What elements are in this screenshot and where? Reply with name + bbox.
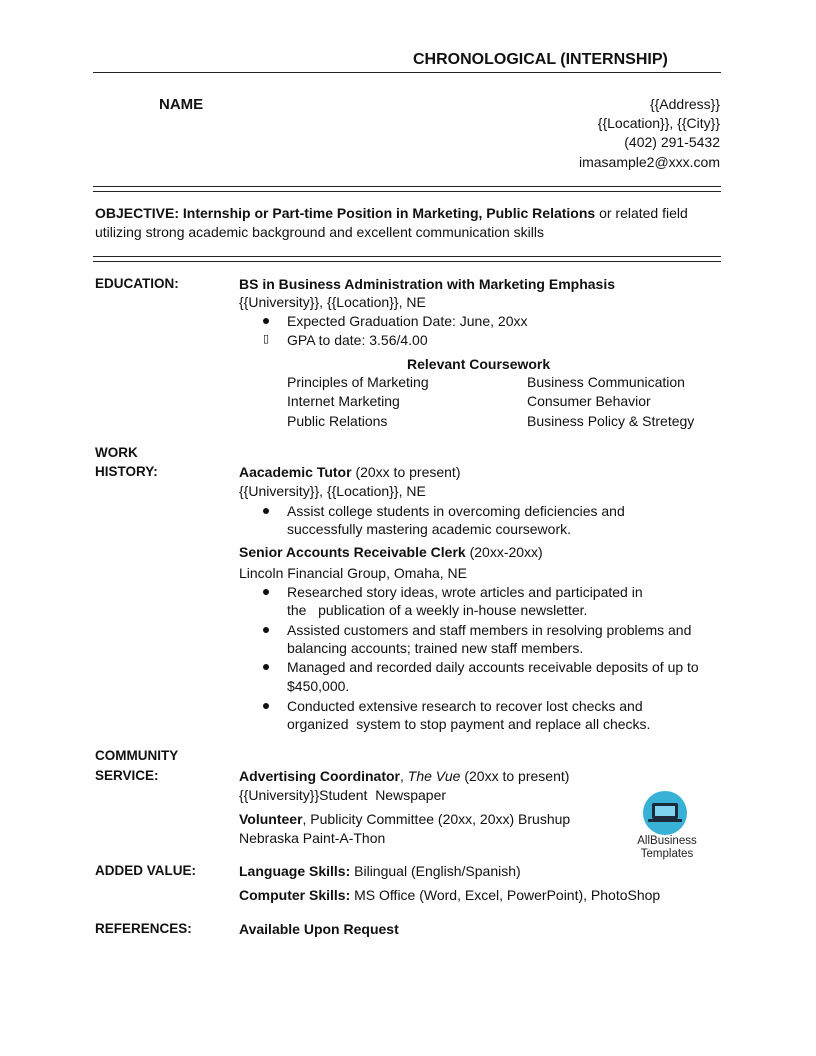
role-1-publication: The Vue (407, 768, 461, 784)
role-1-dates: (20xx to present) (460, 768, 570, 784)
bullet (263, 664, 269, 670)
role-1-sep: , (400, 768, 408, 784)
computer-label: Computer Skills: (239, 887, 351, 903)
address: {{Address}} (649, 96, 720, 112)
email: imasample2@xxx.com (578, 154, 720, 170)
applicant-name: NAME (159, 96, 204, 113)
header-rule (93, 72, 721, 73)
objective-rest-text: or related field (599, 205, 688, 221)
language-value: Bilingual (English/Spanish) (350, 863, 521, 879)
community-role-2 (239, 811, 570, 827)
role-2-rest: , Publicity Committee (20xx, 20xx) Brushup (302, 811, 571, 827)
job-1-bullet-1-line1: Assist college students in overcoming deficiencies and (287, 503, 625, 519)
logo-line-1: AllBusiness (637, 835, 697, 847)
job-1-heading (239, 464, 461, 480)
coursework-title: Relevant Coursework (407, 356, 551, 372)
computer-skills (239, 887, 660, 903)
job-2-bullet-1-line2: the publication of a weekly in-house newsletter. (287, 602, 588, 618)
bullet (263, 627, 269, 633)
job-1-title: Aacademic Tutor (239, 464, 352, 480)
community-label-1: COMMUNITY (95, 748, 179, 763)
education-label: EDUCATION: (95, 276, 179, 291)
community-label-2: SERVICE: (95, 768, 159, 783)
laptop-base (648, 819, 682, 822)
language-skills (239, 863, 521, 879)
references-label: REFERENCES: (95, 921, 192, 936)
job-2-org: Lincoln Financial Group, Omaha, NE (239, 565, 467, 581)
job-2-heading (239, 544, 543, 560)
job-2-bullet-4-line2: organized system to stop payment and replace all checks. (287, 716, 651, 732)
role-2-title: Volunteer (239, 811, 303, 827)
computer-value: MS Office (Word, Excel, PowerPoint), PhotoShop (350, 887, 661, 903)
course-left-2: Internet Marketing (287, 393, 400, 409)
job-2-bullet-3-line1: Managed and recorded daily accounts receivable deposits of up to (287, 659, 699, 675)
course-right-1: Business Communication (527, 374, 685, 390)
edu-bullet-2: GPA to date: 3.56/4.00 (287, 332, 428, 348)
objective-bold-text: Internship or Part-time Position in Marketing, Public Relations (182, 205, 596, 221)
bullet (263, 589, 269, 595)
role-2-line2: Nebraska Paint-A-Thon (239, 830, 386, 846)
role-1-org: {{University}}Student Newspaper (239, 787, 447, 803)
job-1-org: {{University}}, {{Location}}, NE (239, 483, 426, 499)
course-left-1: Principles of Marketing (287, 374, 429, 390)
objective-label: OBJECTIVE: (95, 205, 180, 221)
phone: (402) 291-5432 (624, 134, 720, 150)
contact-divider (93, 186, 721, 192)
objective-line2: utilizing strong academic background and excellent communication skills (95, 224, 545, 240)
objective (95, 205, 688, 221)
school: {{University}}, {{Location}}, NE (239, 294, 426, 310)
job-1-dates: (20xx to present) (355, 464, 461, 480)
degree: BS in Business Administration with Marketing Emphasis (239, 276, 615, 292)
job-2-bullet-2-line1: Assisted customers and staff members in resolving problems and (287, 622, 692, 638)
job-2-bullet-4-line1: Conducted extensive research to recover lost checks and (287, 698, 643, 714)
edu-bullet-1: Expected Graduation Date: June, 20xx (287, 313, 528, 329)
gpa-marker-icon: ▯ (263, 333, 270, 345)
job-2-bullet-3-line2: $450,000. (287, 678, 350, 694)
course-right-2: Consumer Behavior (527, 393, 651, 409)
laptop-screen (655, 806, 675, 816)
logo-text (626, 835, 708, 861)
logo-line-2: Templates (640, 848, 694, 860)
bullet (263, 508, 269, 514)
added-value-label: ADDED VALUE: (95, 863, 196, 878)
language-label: Language Skills: (239, 863, 351, 879)
document-title: CHRONOLOGICAL (INTERNSHIP) (413, 51, 668, 68)
work-label-1: WORK (95, 445, 138, 460)
job-2-dates: (20xx-20xx) (469, 544, 543, 560)
community-role-1 (239, 768, 569, 784)
course-left-3: Public Relations (287, 413, 388, 429)
job-2-title: Senior Accounts Receivable Clerk (239, 544, 466, 560)
references-value: Available Upon Request (239, 921, 399, 937)
course-right-3: Business Policy & Stretegy (527, 413, 695, 429)
location-city: {{Location}}, {{City}} (597, 115, 720, 131)
role-1-title: Advertising Coordinator (239, 768, 401, 784)
objective-divider (93, 256, 721, 262)
job-2-bullet-1-line1: Researched story ideas, wrote articles and participated in (287, 584, 643, 600)
bullet (263, 703, 269, 709)
job-2-bullet-2-line2: balancing accounts; trained new staff members. (287, 640, 584, 656)
job-1-bullet-1-line2: successfully mastering academic coursework. (287, 521, 571, 537)
bullet (263, 318, 269, 324)
work-label-2: HISTORY: (95, 464, 158, 479)
